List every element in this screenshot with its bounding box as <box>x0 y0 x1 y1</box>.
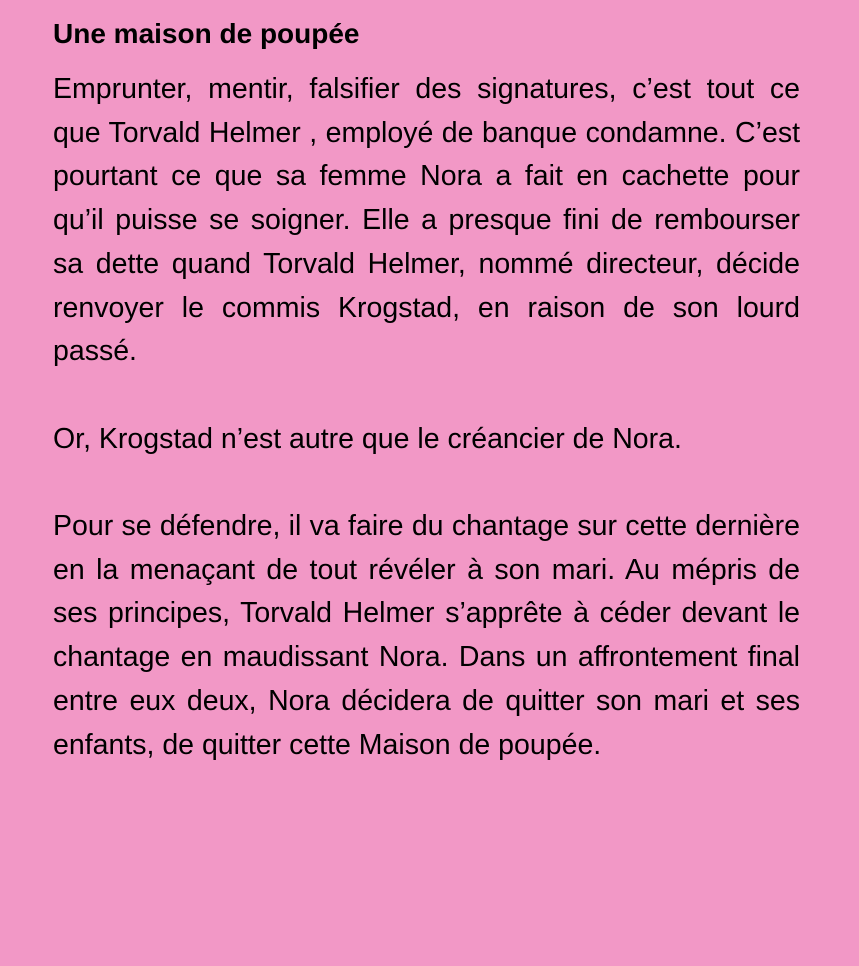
document-title: Une maison de poupée <box>53 18 360 49</box>
paragraph-creditor: Or, Krogstad n’est autre que le créancier de Nora. <box>53 422 682 455</box>
document-body <box>53 14 800 767</box>
paragraph-synopsis: Emprunter, mentir, falsifier des signatures, c’est tout ce que Torvald Helmer , employé de banque condamne. C’est pourtant ce que sa femme Nora a fait en cachette pour qu’il puisse se soigner. Elle a presque fini de rembourser sa dette quand Torvald Helmer, nommé directeur, décide renvoyer le commis Krogstad, en raison de son lourd passé. <box>53 73 800 368</box>
paragraph-ending: Pour se défendre, il va faire du chantage sur cette dernière en la menaçant de tout révéler à son mari. Au mépris de ses principes, Torvald Helmer s’apprête à céder devant le chantage en maudissant Nora. Dans un affrontement final entre eux deux, Nora décidera de quitter son mari et ses enfants, de quitter cette Maison de poupée. <box>53 510 800 761</box>
